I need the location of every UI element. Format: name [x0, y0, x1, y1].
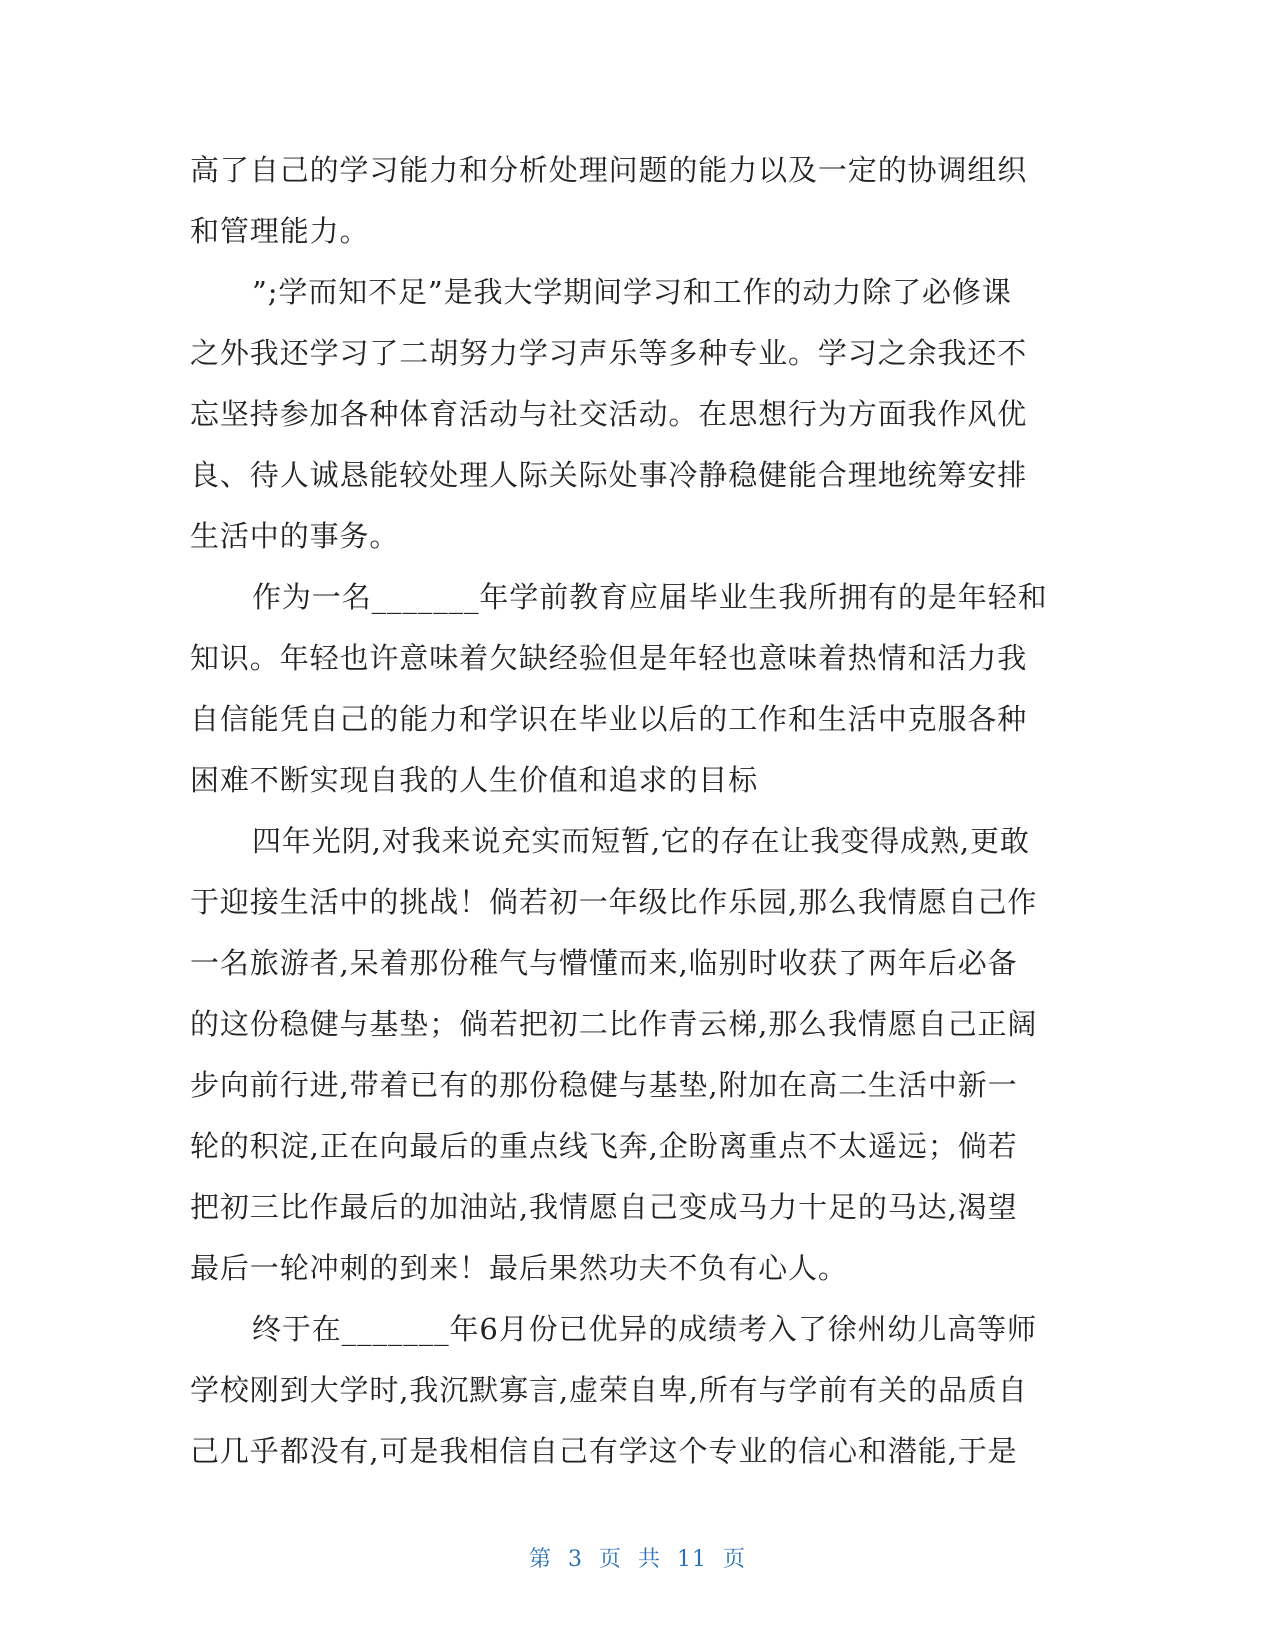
text-line: 忘坚持参加各种体育活动与社交活动。在思想行为方面我作风优 — [190, 397, 1028, 431]
text-line: 和管理能力。 — [190, 214, 370, 248]
text-line: 己几乎都没有,可是我相信自己有学这个专业的信心和潜能,于是 — [190, 1434, 1018, 1468]
text-line: 终于在_______年6月份已优异的成绩考入了徐州幼儿高等师 — [252, 1312, 1037, 1346]
text-line: 一名旅游者,呆着那份稚气与懵懂而来,临别时收获了两年后必备 — [190, 946, 1018, 980]
text-line: ”;学而知不足”是我大学期间学习和工作的动力除了必修课 — [252, 275, 1012, 309]
text-line: 步向前行进,带着已有的那份稳健与基垫,附加在高二生活中新一 — [190, 1068, 1018, 1102]
text-line: 困难不断实现自我的人生价值和追求的目标 — [190, 763, 759, 797]
text-line: 学校刚到大学时,我沉默寡言,虚荣自卑,所有与学前有关的品质自 — [190, 1373, 1028, 1407]
text-line: 把初三比作最后的加油站,我情愿自己变成马力十足的马达,渴望 — [190, 1190, 1018, 1224]
footer-current-page: 3 — [567, 1547, 583, 1572]
text-line: 最后一轮冲刺的到来！最后果然功夫不负有心人。 — [190, 1251, 848, 1285]
text-line: 于迎接生活中的挑战！倘若初一年级比作乐园,那么我情愿自己作 — [190, 885, 1038, 919]
footer-total-prefix: 共 — [638, 1547, 662, 1572]
footer-page-word: 页 — [598, 1547, 622, 1572]
text-line: 四年光阴,对我来说充实而短暂,它的存在让我变得成熟,更敢 — [252, 824, 1030, 858]
footer-total-pages: 11 — [677, 1547, 708, 1572]
footer-suffix: 页 — [723, 1547, 747, 1572]
document-body — [190, 140, 1080, 1482]
footer-prefix: 第 — [528, 1547, 552, 1572]
text-line: 的这份稳健与基垫；倘若把初二比作青云梯,那么我情愿自己正阔 — [190, 1007, 1038, 1041]
text-line: 知识。年轻也许意味着欠缺经验但是年轻也意味着热情和活力我 — [190, 641, 1028, 675]
text-line: 高了自己的学习能力和分析处理问题的能力以及一定的协调组织 — [190, 153, 1028, 187]
text-line: 轮的积淀,正在向最后的重点线飞奔,企盼离重点不太遥远；倘若 — [190, 1129, 1018, 1163]
text-line: 之外我还学习了二胡努力学习声乐等多种专业。学习之余我还不 — [190, 336, 1028, 370]
text-line: 自信能凭自己的能力和学识在毕业以后的工作和生活中克服各种 — [190, 702, 1028, 736]
text-line: 生活中的事务。 — [190, 519, 400, 553]
text-line: 良、待人诚恳能较处理人际关际处事冷静稳健能合理地统筹安排 — [190, 458, 1028, 492]
text-line: 作为一名_______年学前教育应届毕业生我所拥有的是年轻和 — [252, 580, 1048, 614]
page-footer — [0, 1542, 1275, 1573]
